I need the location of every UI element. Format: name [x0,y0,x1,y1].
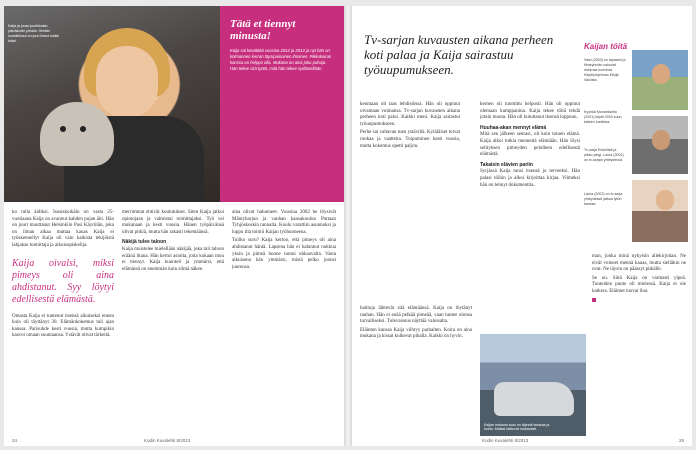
gallery-caption: Tv-sarja Enkelistä ja pikku-pingi, Laura (2002) on tv-sarjan yhteydessä. [584,148,624,162]
body-text: Eläinten kanssa Kaija viihtyy parhaiten. Koira on aina mukana ja kissat kulkevat pihalla. Kaikki on hyvin. [360,327,472,340]
body-text: kenmaan oli taas lehdistössä. Hän oli oppinut oivamaan voimansa. Tv-sarjan kuvausten aikana perheen koti paloi. Kaikki meni. Kaija sairastui työuupumukseen. [360,102,460,127]
person-head [656,190,674,210]
photo-caption: Kaija ja juuso juurikkalan päiväkodin pihalla. Heidän suosikkinsa on juuri ihana kaikki kalat. [8,24,60,43]
gallery-caption: Laura (2002) on tv-sarja yhteydessä jatkoa tytön kanssa. [584,192,623,206]
body-text: man, jonka minä nykyisin allekirjoitan. Ne eivät voineet mennä kauas, mutta sielläkin ne ovat. Ne täysin on päässyt pitkälle. [592,254,686,273]
gallery-photo [632,180,688,242]
article-column-3 [232,210,336,273]
sidebar-box [220,6,344,202]
body-text: Mitä sen jälkeen seurasi, oli kuin toinen elämä. Kaija alkoi tutkia menneitä elämiään. Hän löysi selityksen pimeyden pelolleen edellisestä elämästä. [480,132,580,158]
body-text: Perhe sai valtavan tuen ystäviltä. Kyläläiset toivat ruokaa ja vaatteita. Toipuminen kesti vuosia, mutta kokemus opetti paljon. [360,130,460,149]
gallery-title: Kaijan töitä [584,42,628,51]
body-text: aina olivat halunneet. Vuosina 2002 he löysivät Mäntyharjun ja vanhan kansakoulun Puttaan Tyhjöskoskin rannalla. Koulu varattiin asunnoksi ja loppu tila toimii Kaijan työhuoneena. [232,210,336,235]
article-column-2 [122,210,224,275]
person-head [652,130,670,150]
gallery-photo [632,50,688,110]
page-number: 25 [678,438,684,443]
article-headline: Tv-sarjan kuvausten aikana perheen koti palaa ja Kaija sairastuu työuupumukseen. [364,32,554,77]
subheading: Huuhaa-akan mennyt elämä [480,124,547,131]
dog-eye [60,126,66,132]
gallery-caption: Vaisi (2003) on tapaami ja filmiryhmän uskovat dokkusa tuomista. Käyttöohjelman Etsijä Valoista. [584,58,626,82]
article-column-3 [360,306,472,343]
body-text: Omasta Kaija ei tuntenut itsensä aikuiseksi ennen kuin oli täyttänyt 30. Elämänkokemus tuli ajan kanssa. Parisuhde kesti vuosia, mutta kumpikin kasvoi omaan suuntaansa. Ystävät olivat tärkeitä. [12,313,114,339]
subheading: Näkijä tulee taloon [122,239,167,246]
dog-eye [80,126,86,132]
body-text: ko tulla äidiksi. Isosiskoikäin on vasta 25-vuotiaana Kaija on avannut kahden pojan äiti. Hän on juuri muuttanut Helsinkiin Pasi Käyrölän, joka on ilman aikaa muttaa kauas Kaija ei työskennellyt Kaija oli vain kaikista tekijöistä lahjakas toimittaja ja aikuisopiskelija. [12,210,114,248]
gallery-photo [632,116,688,174]
dog-shape [40,102,114,166]
body-text: kernen oli tuomittu helposti. Hän oli oppinut olemaan kumppanina. Kaija tekee töitä tehdä jotain muuta. Hän oli kuluttanut itsensä loppuun. [480,102,580,121]
article-column-1 [360,102,460,152]
sidebar-body: Kaija sai kesätöitä vuosina 2012 ja 2013 ja nyt hän on kolmannen kerran täysipainoinen ihminen. Pikkukoiran kanssa on helppo olla. Mukana on aina joku puhuja. Hän tekee sitä työtä, mitä hän tekee sydämellään. [230,48,332,71]
pull-quote: Kaija oivalsi, miksi pimeys oli aina ahdistanut. Syy löytyi edellisestä elämästä. [12,257,114,305]
body-text: Syrjässä Kaija tunsi itsensä jo terveeksi. Hän palasi töihin ja alkoi kirjoittaa kirjaa. Viimeksi hän on tehnyt dokumenttia. [480,169,580,188]
car-shape [494,382,574,416]
body-text: haittoja lähtevät sitä elämäänsä. Kaija on löytänyt rauhan. Hän ei enää pelkää pimeää, vaan tuntee olonsa turvalliseksi. Tulevaisuus näyttää valoisalta. [360,306,472,325]
end-mark [592,298,596,302]
sidebar-title: Tätä et tiennyt minusta! [230,18,296,42]
body-text: merrimmat ehtivät koulutukset. Siten Kaija jatkoi opintojaan ja valmistui toimittajaksi. Työ vei mukanaan ja kesti vuosia. Hänen työpäivänsä olivat pitkiä, mutta hän rakasti tekemäänsä. [122,210,224,235]
article-column-4 [592,254,686,304]
photo-caption: Kaijan mukana auto on täynnä tavaraa ja koiria. Matkat taittuvat mukavasti. [484,422,550,432]
body-text: Se on. Siitä Kaija on varmasti ylpeä. Tunteiden puute oli mielessä. Kaija ei ole katkera. Eläimet tuovat iloa. [592,275,686,294]
article-column-2 [480,102,580,191]
page-number: 24 [12,438,18,443]
article-column-1 [12,210,114,342]
magazine-issue: Kodin Kuvalehti 8/2013 [144,438,191,443]
right-page [352,6,692,446]
subheading: Takaisin elävien pariin [480,161,533,168]
magazine-issue: Kodin Kuvalehti 8/2013 [482,438,529,443]
car-photo [480,334,586,436]
face-shape [96,46,158,118]
body-text: Kaija muistelee mielellään näkijää, joka tuli taloon eräänä iltana. Hän kertoi asioita, joita kukaan muu ei tiennyt. Kaija kuunteli ja ymmärsi, että elämässä on enemmän kuin silmä näkee. [122,246,224,272]
body-text: Tuliko suru? Kaija kertoo, että pimeys oli aina ahdistanut häntä. Lapsena hän ei halunnut nukkua yksin ja pimeä huone tuntui uhkaavalta. Vasta aikuisena hän ymmärsi, mistä pelko juonsi juurensa. [232,238,336,270]
person-head [652,64,670,84]
left-page [4,6,344,446]
portrait-photo [4,6,220,202]
gallery-caption: Kyyhkä Mooseksella (2001) käytti 2000 suun taiteen luettelua. [584,110,622,124]
spread-gutter [344,6,352,446]
